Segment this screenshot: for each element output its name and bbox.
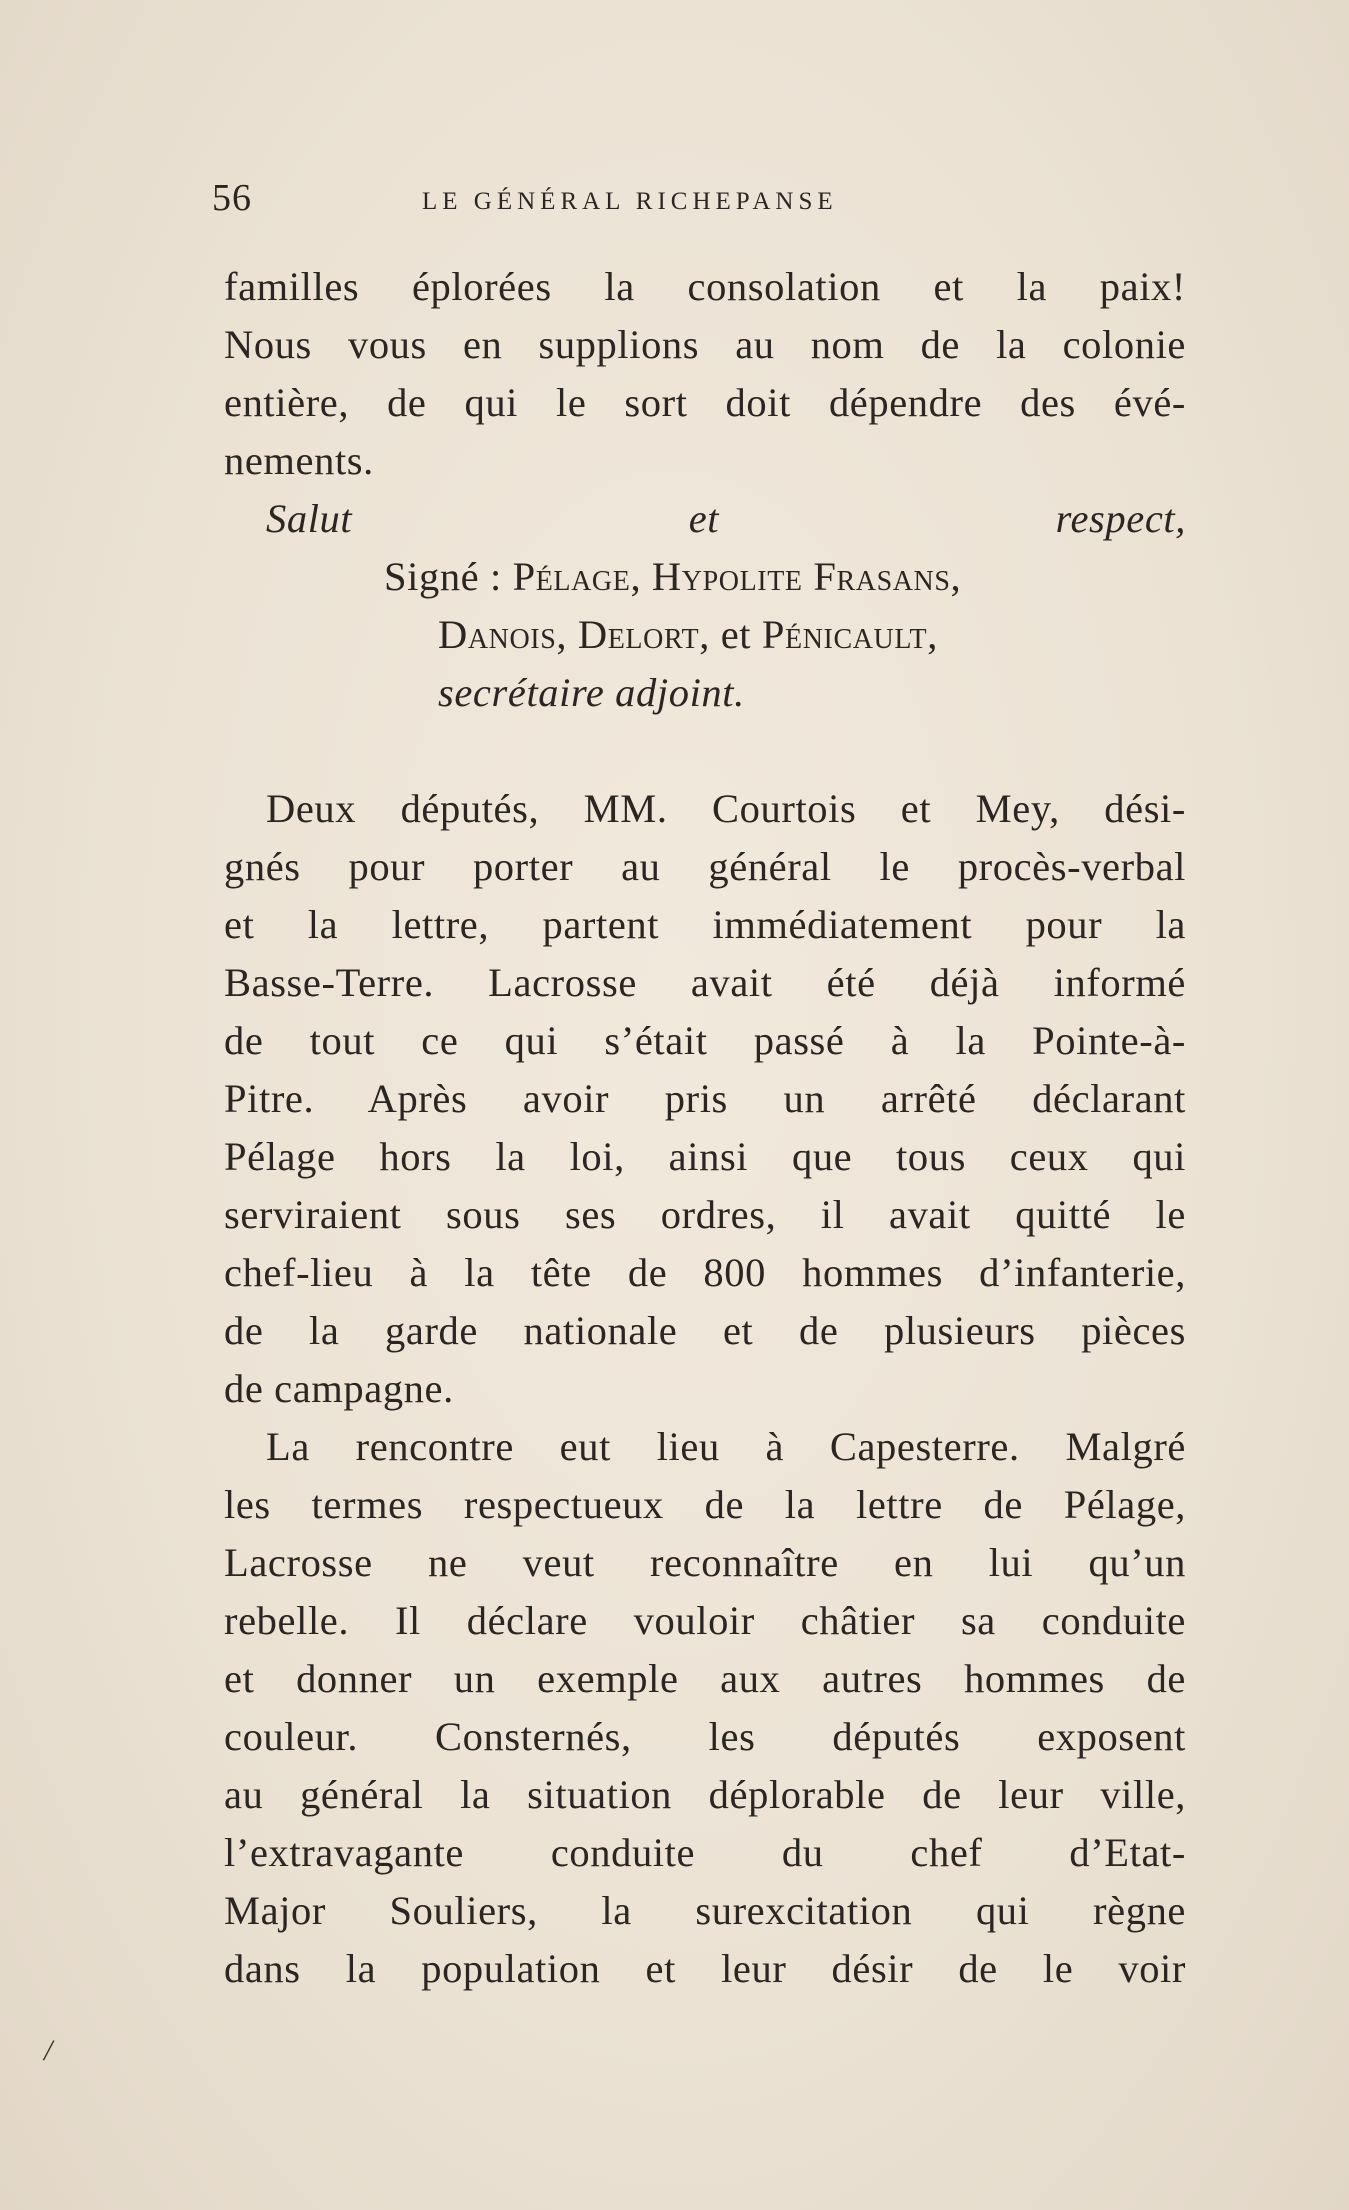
- paragraph-capesterre: [224, 1418, 1186, 1998]
- signature-line-2: [384, 606, 1186, 664]
- text-line: Basse-Terre. Lacrosse avait été déjà informé: [224, 960, 1186, 1005]
- paragraph-closing-letter: [224, 258, 1186, 490]
- text-line: gnés pour porter au général le procès-verbal: [224, 844, 1186, 889]
- body-text: [224, 258, 1186, 1998]
- text-line: nements.: [224, 438, 374, 483]
- text-line: Lacrosse ne veut reconnaître en lui qu’un: [224, 1540, 1186, 1585]
- signe-label: Signé :: [384, 554, 502, 599]
- page-header: [212, 176, 1192, 236]
- text-line: serviraient sous ses ordres, il avait quitté le: [224, 1192, 1186, 1237]
- text-line: rebelle. Il déclare vouloir châtier sa conduite: [224, 1598, 1186, 1643]
- signature-block: [224, 548, 1186, 722]
- page-number: 56: [212, 177, 252, 219]
- text-line: l’extravagante conduite du chef d’Etat-: [224, 1830, 1186, 1875]
- signature-conjunction: et: [720, 612, 752, 657]
- text-line: et la lettre, partent immédiatement pour la: [224, 902, 1186, 947]
- text-line: de la garde nationale et de plusieurs pièces: [224, 1308, 1186, 1353]
- text-line: Nous vous en supplions au nom de la colonie: [224, 322, 1186, 367]
- margin-pencil-mark: /: [44, 2034, 53, 2067]
- signatory-danois: Danois,: [438, 612, 568, 657]
- signatory-pelage: Pélage,: [512, 554, 642, 599]
- text-line: familles éplorées la consolation et la paix!: [224, 264, 1186, 309]
- text-line: Pélage hors la loi, ainsi que tous ceux qui: [224, 1134, 1186, 1179]
- text-line: Major Souliers, la surexcitation qui règne: [224, 1888, 1186, 1933]
- paragraph-deputies: [224, 780, 1186, 1418]
- paragraph-gap: [224, 722, 1186, 780]
- text-line: entière, de qui le sort doit dépendre des évé-: [224, 380, 1186, 425]
- text-line: chef-lieu à la tête de 800 hommes d’infanterie,: [224, 1250, 1186, 1295]
- signatory-hypolite-frasans: Hypolite Frasans,: [651, 554, 962, 599]
- signatory-penicault: Pénicault,: [761, 612, 938, 657]
- text-line: et donner un exemple aux autres hommes de: [224, 1656, 1186, 1701]
- text-line: couleur. Consternés, les députés exposent: [224, 1714, 1186, 1759]
- text-line: de tout ce qui s’était passé à la Pointe-à-: [224, 1018, 1186, 1063]
- text-line: les termes respectueux de la lettre de Pélage,: [224, 1482, 1186, 1527]
- text-line: Deux députés, MM. Courtois et Mey, dési-: [266, 786, 1186, 831]
- text-line: Pitre. Après avoir pris un arrêté déclarant: [224, 1076, 1186, 1121]
- salutation: Salut et respect,: [266, 496, 1186, 541]
- signature-line-1: [384, 548, 1186, 606]
- text-line: de campagne.: [224, 1366, 454, 1411]
- text-line: La rencontre eut lieu à Capesterre. Malgré: [266, 1424, 1186, 1469]
- running-head: LE GÉNÉRAL RICHEPANSE: [422, 188, 838, 215]
- signatory-title: secrétaire adjoint.: [438, 670, 745, 715]
- text-line: au général la situation déplorable de leur ville,: [224, 1772, 1186, 1817]
- text-line: dans la population et leur désir de le voir: [224, 1946, 1186, 1991]
- signatory-delort: Delort,: [577, 612, 710, 657]
